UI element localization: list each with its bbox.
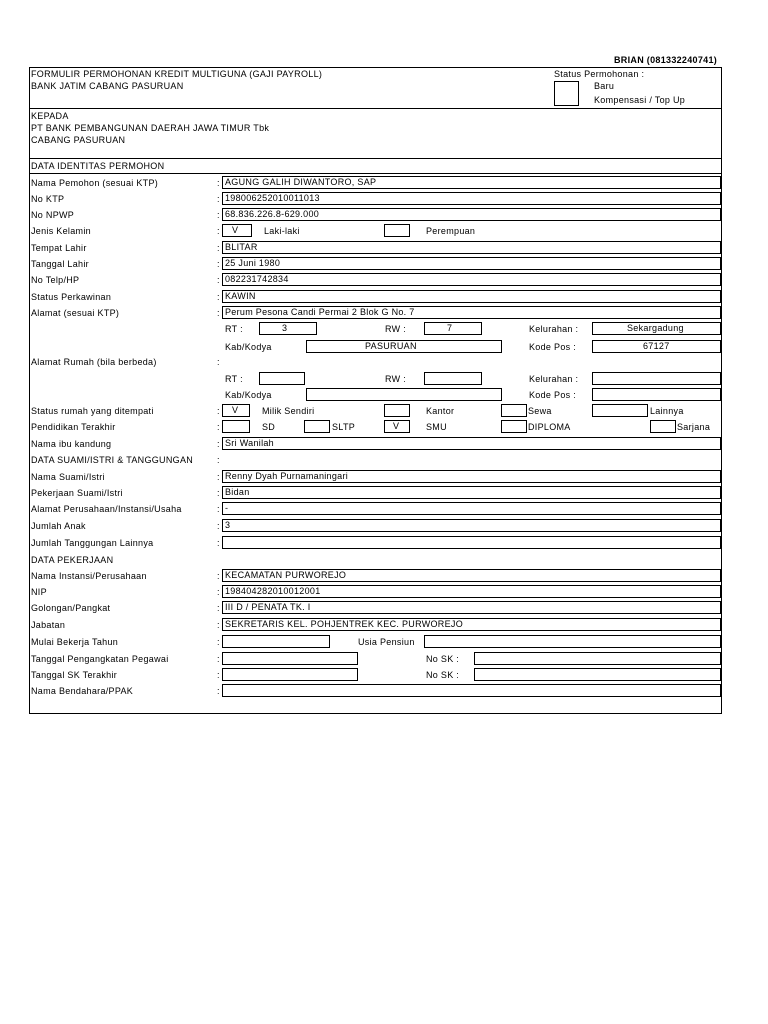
colon: : [217, 439, 220, 449]
home-own-mark: V [232, 405, 239, 415]
name-value: AGUNG GALIH DIWANTORO, SAP [225, 177, 377, 187]
spouse-name-value: Renny Dyah Purnamaningari [225, 471, 349, 481]
colon: : [217, 357, 220, 367]
edu-sarjana-checkbox[interactable] [650, 420, 676, 433]
colon: : [217, 587, 220, 597]
birthdate-label: Tanggal Lahir [31, 259, 89, 269]
home-other-label: Lainnya [650, 406, 684, 416]
home-other-checkbox[interactable] [592, 404, 648, 417]
institution-field[interactable] [222, 569, 721, 582]
nip-field[interactable] [222, 585, 721, 598]
name-label: Nama Pemohon (sesuai KTP) [31, 178, 159, 188]
edu-diploma-checkbox[interactable] [501, 420, 527, 433]
appoint-field[interactable] [222, 652, 358, 665]
start-field[interactable] [222, 635, 330, 648]
colon: : [217, 603, 220, 613]
last-sk-label: Tanggal SK Terakhir [31, 670, 118, 680]
contact-info: BRIAN (081332240741) [614, 55, 718, 65]
home-kodepos-field[interactable] [592, 388, 721, 401]
spouse-name-label: Nama Suami/Istri [31, 472, 105, 482]
status-option-topup: Kompensasi / Top Up [594, 95, 686, 105]
treasurer-label: Nama Bendahara/PPAK [31, 686, 134, 696]
children-value: 3 [225, 520, 231, 530]
sk1-label: No SK : [426, 654, 460, 664]
edu-sltp-checkbox[interactable] [304, 420, 330, 433]
gender-male-checkbox[interactable] [222, 224, 252, 237]
colon: : [217, 275, 220, 285]
kab-field[interactable] [306, 340, 502, 353]
gender-female-label: Perempuan [426, 226, 476, 236]
header-bottom-border [29, 108, 721, 109]
edu-sltp-label: SLTP [332, 422, 356, 432]
colon: : [217, 654, 220, 664]
phone-field[interactable] [222, 273, 721, 286]
home-kelurahan-field[interactable] [592, 372, 721, 385]
education-label: Pendidikan Terakhir [31, 422, 116, 432]
home-status-label: Status rumah yang ditempati [31, 406, 154, 416]
spouse-job-label: Pekerjaan Suami/Istri [31, 488, 123, 498]
home-kab-label: Kab/Kodya [225, 390, 272, 400]
colon: : [217, 670, 220, 680]
kelurahan-value: Sekargadung [627, 323, 684, 333]
recipient-kepada: KEPADA [31, 111, 69, 121]
form-right-border [721, 67, 722, 714]
nip-label: NIP [31, 587, 47, 597]
kodepos-label: Kode Pos : [529, 342, 577, 352]
colon: : [217, 259, 220, 269]
colon: : [217, 686, 220, 696]
home-kodepos-label: Kode Pos : [529, 390, 577, 400]
section-divider [29, 173, 721, 174]
kab-value: PASURUAN [365, 341, 417, 351]
spouse-job-field[interactable] [222, 486, 721, 499]
home-rw-field[interactable] [424, 372, 482, 385]
birthplace-label: Tempat Lahir [31, 243, 87, 253]
form-title: FORMULIR PERMOHONAN KREDIT MULTIGUNA (GAJI PAYROLL) [31, 69, 323, 79]
colon: : [217, 308, 220, 318]
office-address-value: - [225, 503, 229, 513]
rt-label: RT : [225, 324, 243, 334]
home-address-label: Alamat Rumah (bila berbeda) [31, 357, 157, 367]
institution-value: KECAMATAN PURWOREJO [225, 570, 347, 580]
gender-label: Jenis Kelamin [31, 226, 91, 236]
birthdate-field[interactable] [222, 257, 721, 270]
home-office-label: Kantor [426, 406, 455, 416]
office-address-label: Alamat Perusahaan/Instansi/Usaha [31, 504, 182, 514]
edu-sd-label: SD [262, 422, 276, 432]
marital-field[interactable] [222, 290, 721, 303]
sk2-label: No SK : [426, 670, 460, 680]
edu-sarjana-label: Sarjana [677, 422, 711, 432]
home-rt-field[interactable] [259, 372, 305, 385]
home-rt-label: RT : [225, 374, 243, 384]
colon: : [217, 488, 220, 498]
home-own-label: Milik Sendiri [262, 406, 315, 416]
colon: : [217, 406, 220, 416]
institution-label: Nama Instansi/Perusahaan [31, 571, 147, 581]
treasurer-field[interactable] [222, 684, 721, 697]
home-own-checkbox[interactable] [222, 404, 250, 417]
ktp-value: 198006252010011013 [225, 193, 320, 203]
applicant-section-title: DATA IDENTITAS PERMOHON [31, 161, 165, 171]
kab-label: Kab/Kodya [225, 342, 272, 352]
rank-field[interactable] [222, 601, 721, 614]
office-address-field[interactable] [222, 502, 721, 515]
npwp-label: No NPWP [31, 210, 75, 220]
spouse-name-field[interactable] [222, 470, 721, 483]
marital-label: Status Perkawinan [31, 292, 112, 302]
last-sk-field[interactable] [222, 668, 358, 681]
children-label: Jumlah Anak [31, 521, 86, 531]
colon: : [217, 422, 220, 432]
rt-value: 3 [282, 323, 288, 333]
kodepos-value: 67127 [643, 341, 670, 351]
birthdate-value: 25 Juni 1980 [225, 258, 281, 268]
birthplace-field[interactable] [222, 241, 721, 254]
home-office-checkbox[interactable] [384, 404, 410, 417]
sk1-field[interactable] [474, 652, 721, 665]
recipient-bank: PT BANK PEMBANGUNAN DAERAH JAWA TIMUR Tbk [31, 123, 270, 133]
kelurahan-field[interactable] [592, 322, 721, 335]
phone-value: 082231742834 [225, 274, 289, 284]
npwp-value: 68.836.226.8-629.000 [225, 209, 320, 219]
home-rent-label: Sewa [528, 406, 552, 416]
kelurahan-label: Kelurahan : [529, 324, 579, 334]
colon: : [217, 178, 220, 188]
gender-male-label: Laki-laki [264, 226, 300, 236]
status-option-new: Baru [594, 81, 615, 91]
npwp-field[interactable] [222, 208, 721, 221]
nip-value: 198404282010012001 [225, 586, 321, 596]
birthplace-value: BLITAR [225, 242, 258, 252]
colon: : [217, 538, 220, 548]
colon: : [217, 620, 220, 630]
status-checkbox[interactable] [554, 81, 579, 106]
mother-value: Sri Wanilah [225, 438, 274, 448]
rank-label: Golongan/Pangkat [31, 603, 111, 613]
start-label: Mulai Bekerja Tahun [31, 637, 119, 647]
spouse-section-title: DATA SUAMI/ISTRI & TANGGUNGAN [31, 455, 194, 465]
position-label: Jabatan [31, 620, 66, 630]
address-field[interactable] [222, 306, 721, 319]
gender-male-mark: V [232, 225, 239, 235]
kodepos-field[interactable] [592, 340, 721, 353]
appoint-label: Tanggal Pengangkatan Pegawai [31, 654, 169, 664]
colon: : [217, 292, 220, 302]
colon: : [217, 472, 220, 482]
edu-sd-checkbox[interactable] [222, 420, 250, 433]
colon: : [217, 226, 220, 236]
position-field[interactable] [222, 618, 721, 631]
mother-field[interactable] [222, 437, 721, 450]
rw-label: RW : [385, 324, 407, 334]
phone-label: No Telp/HP [31, 275, 80, 285]
employment-section-title: DATA PEKERJAAN [31, 555, 114, 565]
children-field[interactable] [222, 519, 721, 532]
sk2-field[interactable] [474, 668, 721, 681]
mother-label: Nama ibu kandung [31, 439, 112, 449]
rw-value: 7 [447, 323, 453, 333]
gender-female-checkbox[interactable] [384, 224, 410, 237]
bank-branch: BANK JATIM CABANG PASURUAN [31, 81, 184, 91]
colon: : [217, 521, 220, 531]
dependents-field[interactable] [222, 536, 721, 549]
colon: : [217, 210, 220, 220]
home-rent-checkbox[interactable] [501, 404, 527, 417]
home-kelurahan-label: Kelurahan : [529, 374, 579, 384]
form-bottom-border [29, 713, 721, 714]
status-label: Status Permohonan : [554, 69, 645, 79]
colon: : [217, 194, 220, 204]
name-field[interactable] [222, 176, 721, 189]
rt-field[interactable] [259, 322, 317, 335]
home-rw-label: RW : [385, 374, 407, 384]
position-value: SEKRETARIS KEL. POHJENTREK KEC. PURWOREJO [225, 619, 464, 629]
rank-value: III D / PENATA TK. I [225, 602, 311, 612]
address-value: Perum Pesona Candi Permai 2 Blok G No. 7 [225, 307, 415, 317]
edu-smu-mark: V [393, 421, 400, 431]
recipient-branch: CABANG PASURUAN [31, 135, 126, 145]
recipient-bottom-border [29, 158, 721, 159]
retire-field[interactable] [424, 635, 721, 648]
colon: : [217, 504, 220, 514]
edu-smu-label: SMU [426, 422, 447, 432]
dependents-label: Jumlah Tanggungan Lainnya [31, 538, 154, 548]
rw-field[interactable] [424, 322, 482, 335]
marital-value: KAWIN [225, 291, 256, 301]
header-top-border [29, 67, 721, 68]
colon: : [217, 455, 220, 465]
ktp-label: No KTP [31, 194, 65, 204]
home-kab-field[interactable] [306, 388, 502, 401]
retire-label: Usia Pensiun [358, 637, 415, 647]
colon: : [217, 571, 220, 581]
address-label: Alamat (sesuai KTP) [31, 308, 120, 318]
colon: : [217, 637, 220, 647]
edu-diploma-label: DIPLOMA [528, 422, 571, 432]
ktp-field[interactable] [222, 192, 721, 205]
spouse-job-value: Bidan [225, 487, 250, 497]
edu-smu-checkbox[interactable] [384, 420, 410, 433]
colon: : [217, 243, 220, 253]
form-left-border [29, 67, 30, 714]
